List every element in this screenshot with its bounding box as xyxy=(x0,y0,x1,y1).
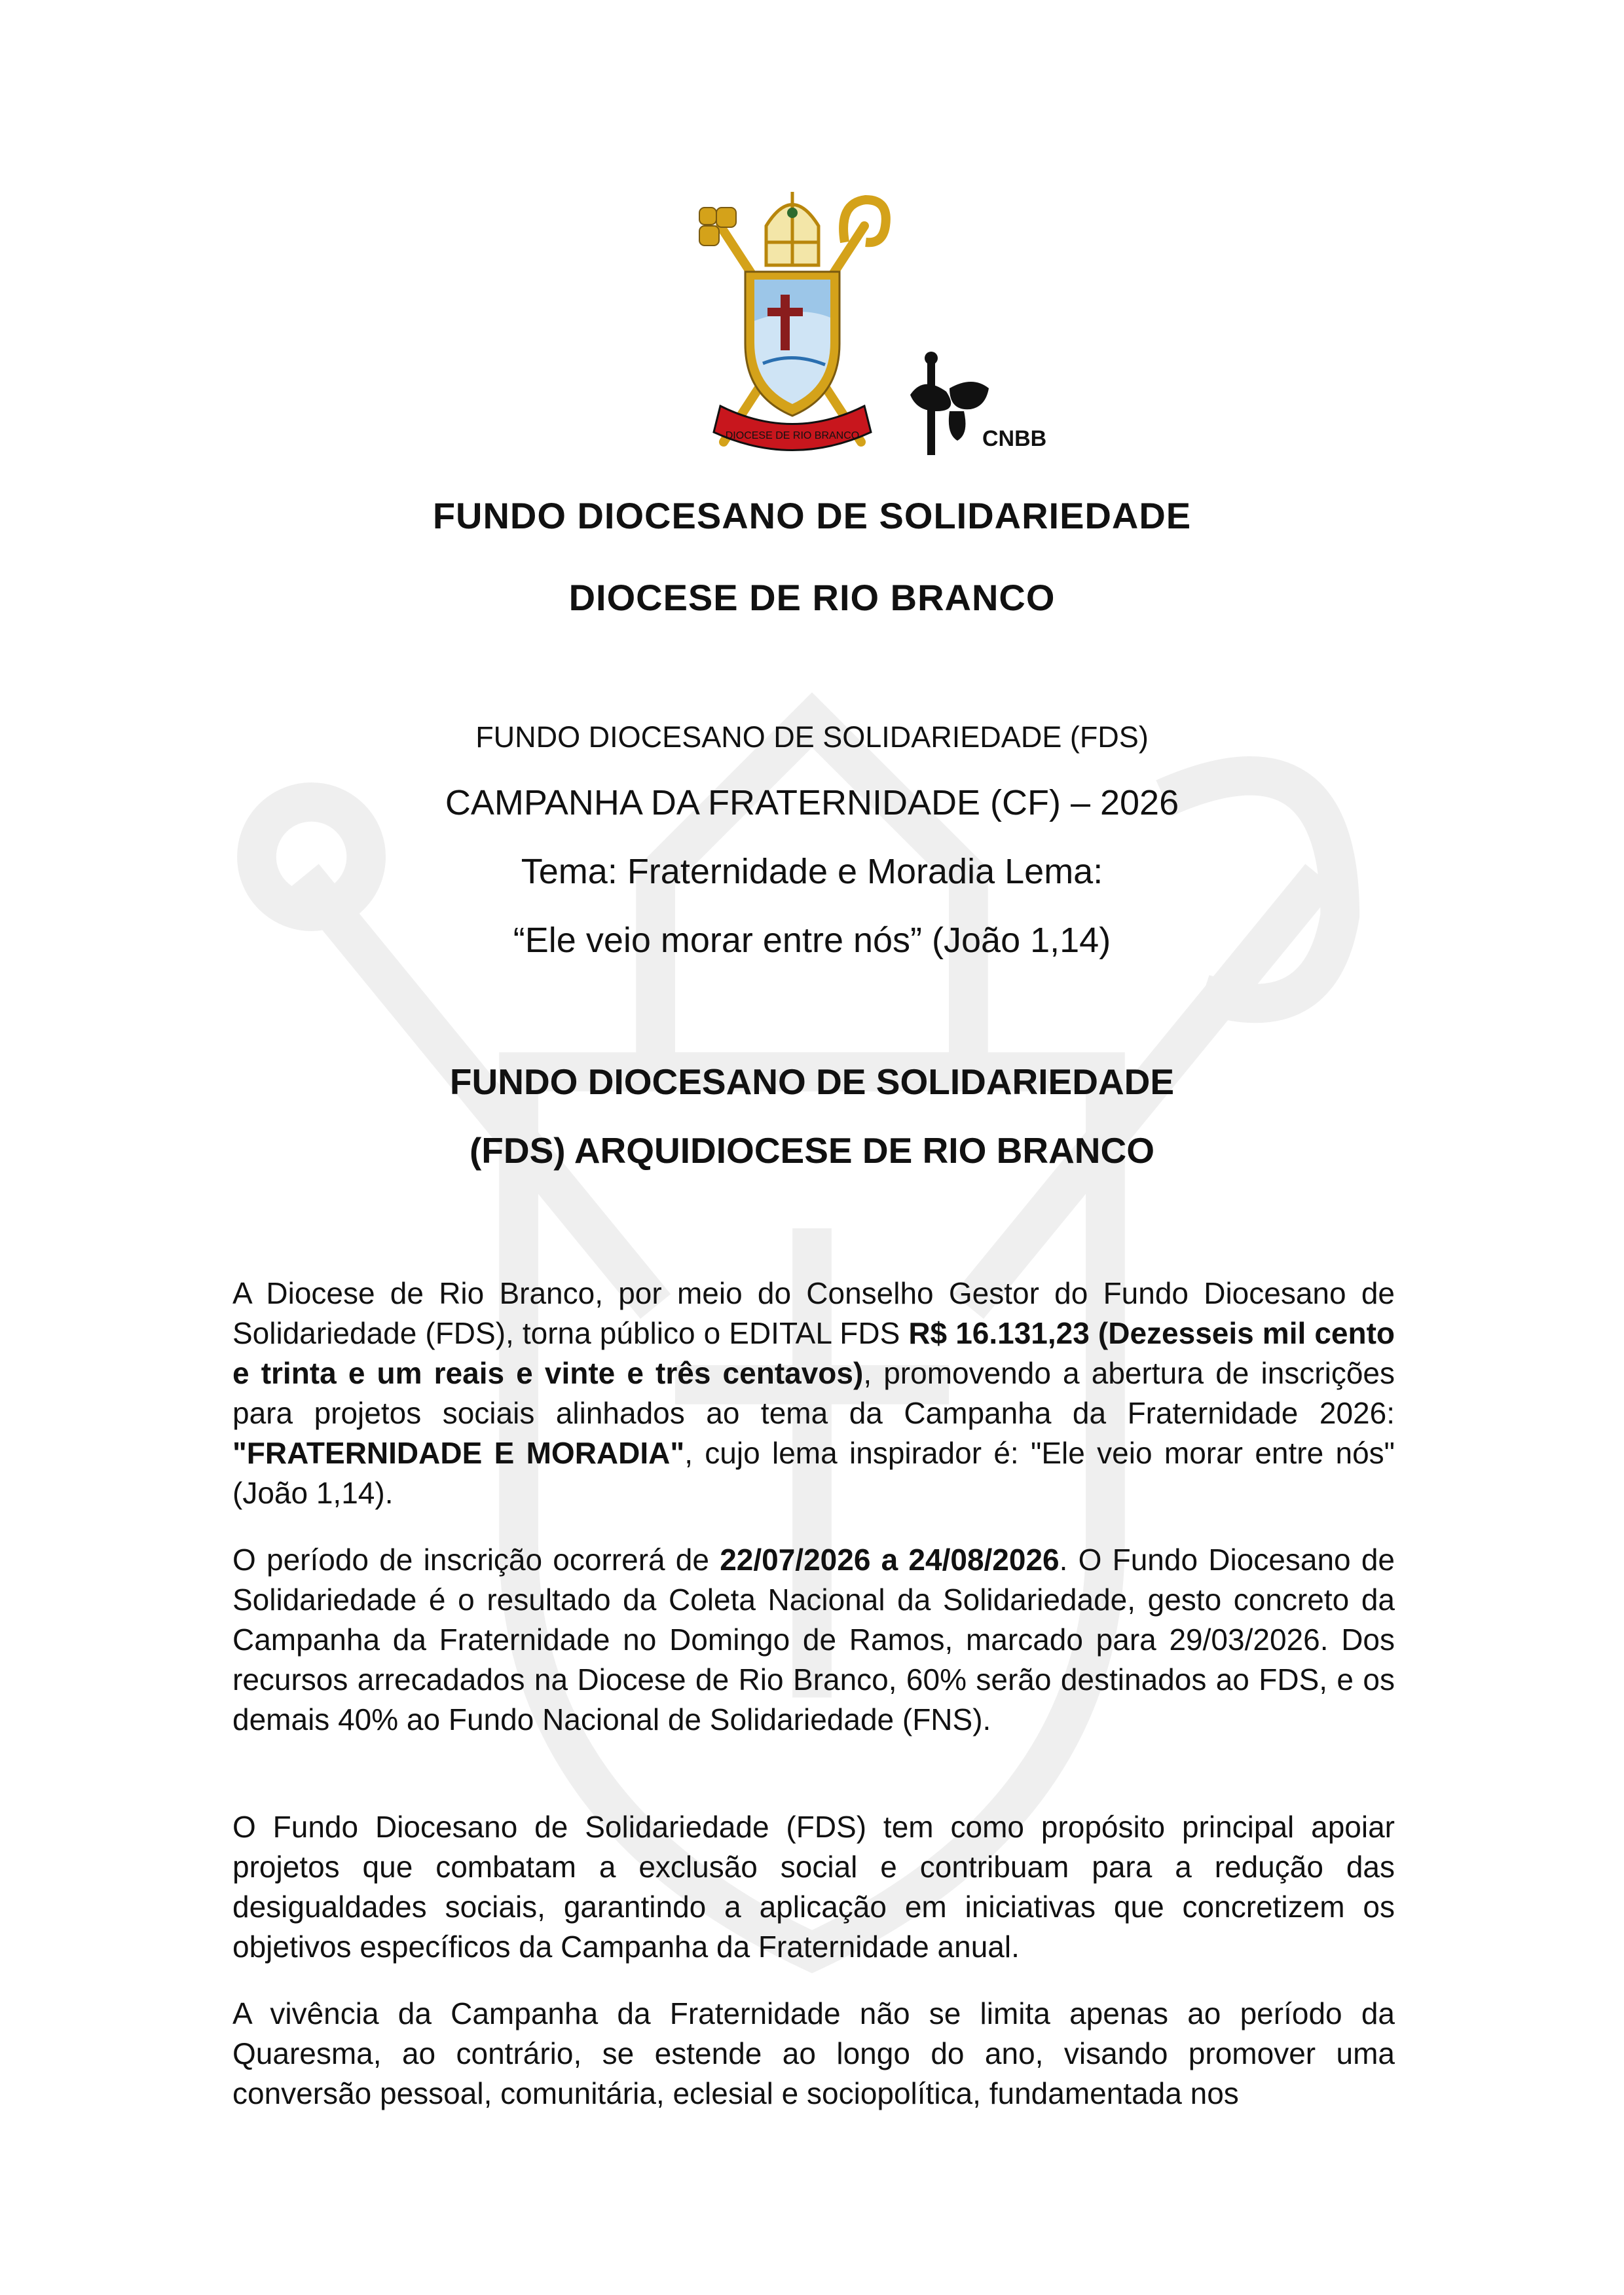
header-logos xyxy=(694,180,1074,468)
p1-text-e: , cujo lema inspirador é: "Ele veio morar entre nós" (João 1,14). xyxy=(232,1436,1395,1510)
paragraph-3: O Fundo Diocesano de Solidariedade (FDS) tem como propósito principal apoiar projetos que combatam a exclusão social e contribuam para a redução das desigualdades sociais, garantindo a aplicação em iniciativas que concretizem os objetivos específicos da Campanha da Fraternidade anual. xyxy=(232,1810,1395,1964)
campaign-line-2: CAMPANHA DA FRATERNIDADE (CF) – 2026 xyxy=(445,783,1179,822)
p1-text-c: , promovendo a abertura de inscrições para projetos sociais alinhados ao tema da Campanha da Fraternidade 2026: xyxy=(232,1356,1395,1430)
p1-theme: "FRATERNIDADE E MORADIA" xyxy=(232,1436,685,1470)
cnbb-logo xyxy=(910,349,1054,460)
section-heading-2: (FDS) ARQUIDIOCESE DE RIO BRANCO xyxy=(469,1130,1155,1171)
paragraph-2 xyxy=(232,1540,1395,1740)
campaign-line-1: FUNDO DIOCESANO DE SOLIDARIEDADE (FDS) xyxy=(475,720,1149,754)
p1-amount: R$ 16.131,23 (Dezesseis mil cento e trinta e um reais e vinte e três centavos) xyxy=(232,1316,1395,1390)
section-heading-1: FUNDO DIOCESANO DE SOLIDARIEDADE xyxy=(449,1061,1175,1102)
diocese-coat-of-arms-icon xyxy=(694,180,891,462)
page-subtitle: DIOCESE DE RIO BRANCO xyxy=(568,577,1056,618)
paragraph-1 xyxy=(232,1274,1395,1513)
p2-text-a: O período de inscrição ocorrerá de xyxy=(232,1543,720,1577)
seal-ribbon-text: DIOCESE DE RIO BRANCO xyxy=(725,430,860,441)
campaign-motto: “Ele veio morar entre nós” (João 1,14) xyxy=(513,921,1111,960)
page-title: FUNDO DIOCESANO DE SOLIDARIEDADE xyxy=(432,495,1192,536)
paragraph-4: A vivência da Campanha da Fraternidade não se limita apenas ao período da Quaresma, ao contrário, se estende ao longo do ano, visando promover uma conversão pessoal, comunitária, eclesial e sociopolítica, fundamentada nos xyxy=(232,1996,1395,2110)
p2-dates: 22/07/2026 a 24/08/2026 xyxy=(720,1543,1060,1577)
p1-text-a: A Diocese de Rio Branco, por meio do Conselho Gestor do Fundo Diocesano de Solidariedade (FDS), torna público o EDITAL FDS xyxy=(232,1276,1395,1350)
campaign-theme: Tema: Fraternidade e Moradia Lema: xyxy=(521,852,1103,891)
p2-text-c: . O Fundo Diocesano de Solidariedade é o resultado da Coleta Nacional da Solidariedade, gesto concreto da Campanha da Fraternidade no Domingo de Ramos, marcado para 29/03/2026. Dos recursos arrecadados na Diocese de Rio Branco, 60% serão destinados ao FDS, e os demais 40% ao Fundo Nacional de Solidariedade (FNS). xyxy=(232,1543,1395,1736)
cnbb-label: CNBB xyxy=(982,426,1047,451)
